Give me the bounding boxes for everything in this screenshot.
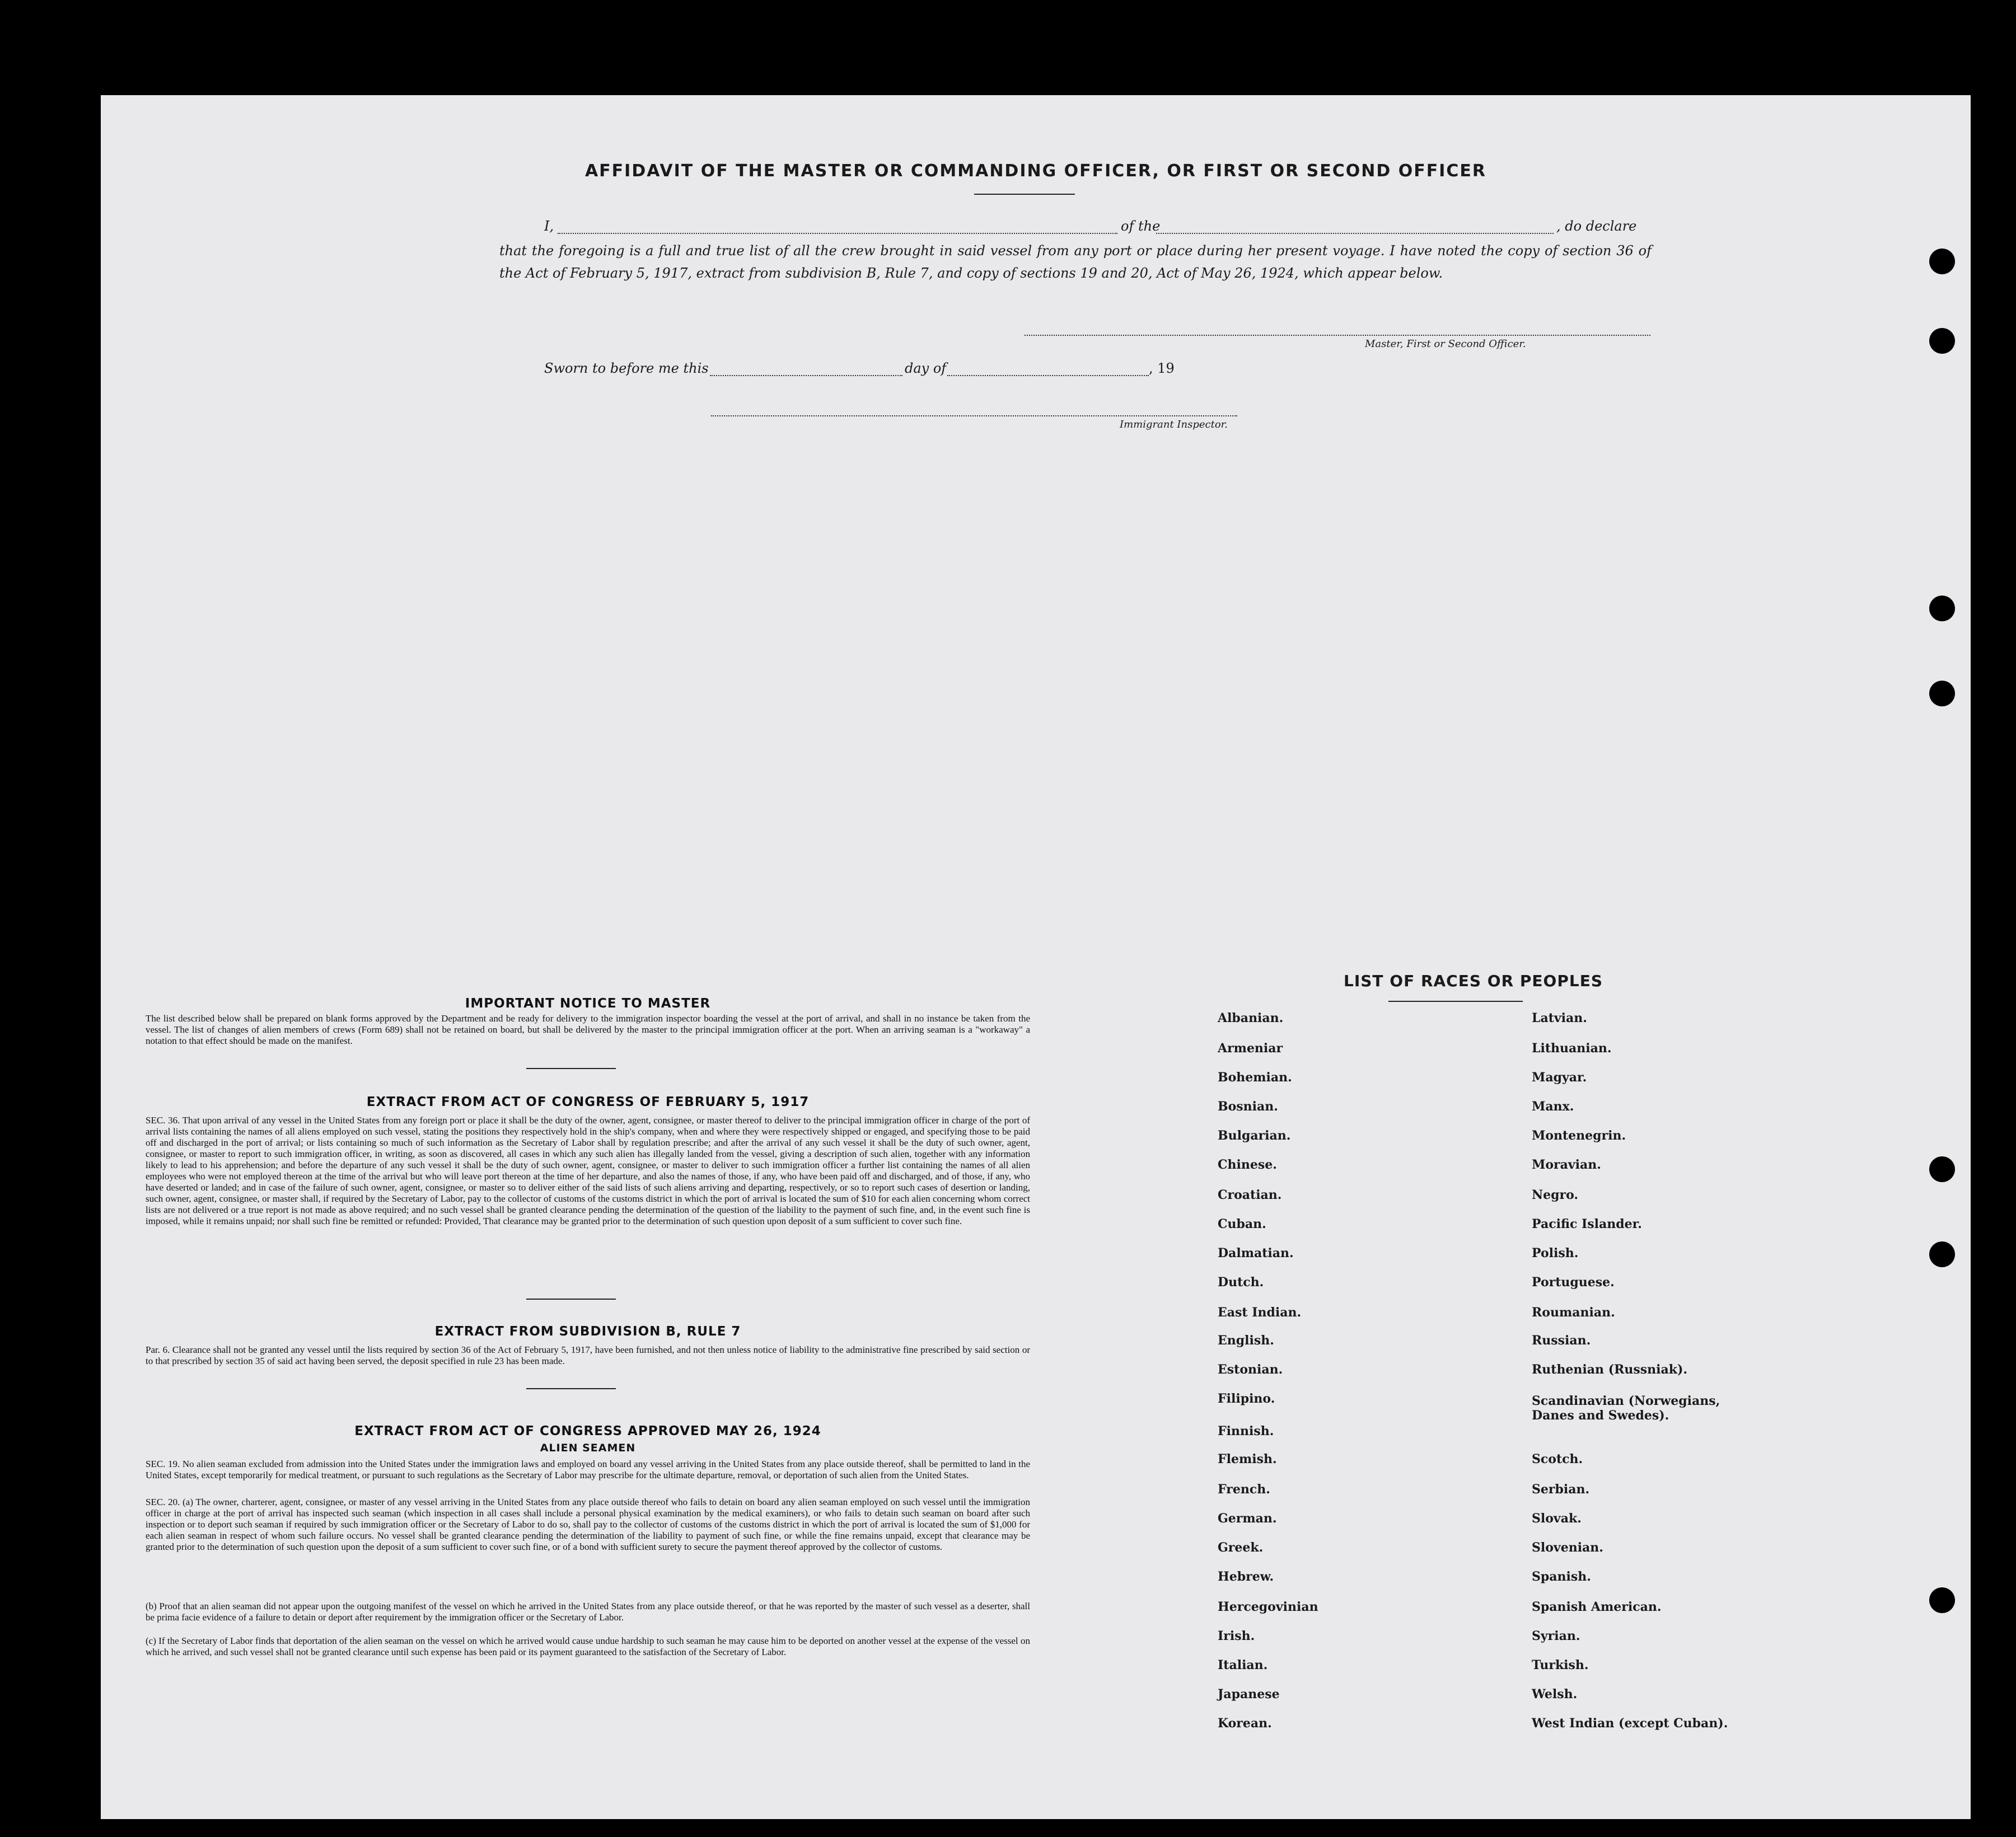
race-item: Slovak. bbox=[1532, 1511, 1582, 1526]
rule7-text: Par. 6. Clearance shall not be granted any vessel until the lists required by section 36 of the Act of February 5, 1917, have been furnished, and not then unless notice of liability to the administrative fine prescribed by said section or to that prescribed by section 35 of said act having been served, the deposit specified in rule 23 has been made. bbox=[146, 1344, 1030, 1366]
races-rule bbox=[1388, 1001, 1523, 1002]
sworn-day-blank[interactable] bbox=[710, 375, 902, 376]
race-item: Spanish. bbox=[1532, 1569, 1591, 1584]
day-of-text: day of bbox=[905, 360, 947, 376]
race-item: Bosnian. bbox=[1218, 1099, 1278, 1114]
race-item: Croatian. bbox=[1218, 1188, 1282, 1202]
race-item: Korean. bbox=[1218, 1716, 1272, 1731]
rule7-rule bbox=[526, 1388, 616, 1389]
punch-hole bbox=[1929, 249, 1955, 274]
race-item: Moravian. bbox=[1532, 1158, 1601, 1172]
document-page bbox=[101, 95, 1971, 1819]
notice-rule bbox=[526, 1068, 616, 1069]
extract-1917-text: SEC. 36. That upon arrival of any vessel in the United States from any foreign port or place it shall be the duty of the owner, agent, consignee, or master thereof to deliver to the principal immigration officer in charge of the port of arrival lists containing the names of all aliens employed on such vessel, stating the positions they respectively hold in the ship's company, when and where they were respectively shipped or engaged, and specifying those to be paid off and discharged in the port of arrival; or lists containing so much of such information as the Secretary of Labor shall by regulation prescribe; and after the arrival of any such vessel it shall be the duty of such owner, agent, consignee, or master to report to such immigration officer, in writing, as soon as discovered, all cases in which any such alien has illegally landed from the vessel, giving a description of such alien, together with any information likely to lead to his apprehension; and before the departure of any such vessel it shall be the duty of such owner, agent, consignee, or master to deliver to such immigration officer a further list containing the names of all alien employees who were not employed thereon at the time of the arrival but who will leave port thereon at the time of her departure, and also the names of those, if any, who have been paid off and discharged, and of those, if any, who have deserted or landed; and in case of the failure of such owner, agent, consignee, or master so to deliver either of the said lists of such aliens arriving and departing, respectively, or so to report such cases of desertion or landing, such owner, agent, consignee, or master shall, if required by the Secretary of Labor, pay to the collector of customs of the customs district in which the port of arrival is located the sum of $10 for each alien concerning whom correct lists are not delivered or a true report is not made as above required; and no such vessel shall be granted clearance pending the determination of the question of the liability to the payment of such fine, and, in the event such fine is imposed, while it remains unpaid; nor shall such fine be remitted or refunded: Provided, That clearance may be granted prior to the determination of such question upon deposit of a sum sufficient to cover such fine. bbox=[146, 1115, 1030, 1226]
race-item: Flemish. bbox=[1218, 1452, 1277, 1466]
race-item: Scotch. bbox=[1532, 1452, 1583, 1466]
punch-hole bbox=[1929, 1156, 1955, 1182]
race-item: Finnish. bbox=[1218, 1424, 1274, 1438]
punch-hole bbox=[1929, 596, 1955, 621]
vessel-blank[interactable] bbox=[1156, 233, 1554, 234]
notice-text: The list described below shall be prepared on blank forms approved by the Department and be ready for delivery to the immigration inspector boarding the vessel at the port of arrival, and shall in no instance be taken from the vessel. The list of changes of alien members of crews (Form 689) shall not be retained on board, but shall be delivered by the master to the principal immigration officer at the port. When an arriving seaman is a "workaway" a notation to that effect should be made on the manifest. bbox=[146, 1013, 1030, 1046]
extract-1917-title: EXTRACT FROM ACT OF CONGRESS OF FEBRUARY 5, 1917 bbox=[366, 1095, 810, 1109]
year-text: , 19 bbox=[1149, 360, 1175, 376]
affidavit-i: I, bbox=[544, 218, 554, 234]
sec20b-text: (b) Proof that an alien seaman did not appear upon the outgoing manifest of the vessel on which he arrived in the United States from any place outside thereof, or that he was reported by the master of such vessel as a deserter, shall be prima facie evidence of a failure to detain or deport after requirement by the immigration officer or the Secretary of Labor. bbox=[146, 1601, 1030, 1623]
master-label: Master, First or Second Officer. bbox=[1365, 338, 1526, 350]
race-item: Italian. bbox=[1218, 1658, 1268, 1672]
affidavit-declare: , do declare bbox=[1556, 218, 1637, 234]
race-item: Hercegovinian bbox=[1218, 1600, 1318, 1614]
race-item: Hebrew. bbox=[1218, 1569, 1274, 1584]
race-item: Dalmatian. bbox=[1218, 1246, 1294, 1260]
master-signature-blank[interactable] bbox=[1025, 335, 1650, 336]
inspector-signature-blank[interactable] bbox=[711, 415, 1237, 416]
race-item: Welsh. bbox=[1532, 1687, 1578, 1702]
affidavit-title: AFFIDAVIT OF THE MASTER OR COMMANDING OFFICER, OR FIRST OR SECOND OFFICER bbox=[584, 161, 1487, 181]
affidavit-body: that the foregoing is a full and true list of all the crew brought in said vessel from any port or place during her present voyage. I have noted the copy of section 36 of the Act of February 5, 1917, extract from subdivision B, Rule 7, and copy of sections 19 and 20, Act of May 26, 1924, which appear below. bbox=[499, 243, 1652, 281]
race-item: Armeniar bbox=[1218, 1041, 1283, 1056]
affidavit-of-the: of the bbox=[1121, 218, 1161, 234]
race-item: French. bbox=[1218, 1482, 1270, 1497]
race-item: Japanese bbox=[1218, 1687, 1280, 1702]
sworn-text: Sworn to before me this bbox=[544, 360, 709, 376]
race-item: Estonian. bbox=[1218, 1362, 1283, 1377]
notice-title: IMPORTANT NOTICE TO MASTER bbox=[465, 996, 711, 1011]
sec20a-text: SEC. 20. (a) The owner, charterer, agent, consignee, or master of any vessel arriving in the United States from any place outside thereof who fails to detain on board any alien seaman employed on such vessel until the immigration officer in charge at the port of arrival has inspected such seaman (which inspection in all cases shall include a personal physical examination by the medical examiners), or who fails to detain such seaman on board after such inspection or to deport such seaman if required by such immigration officer or the Secretary of Labor to do so, shall pay to the collector of customs of the customs district in which the port of arrival is located the sum of $1,000 for each alien seaman in respect of whom such failure occurs. No vessel shall be granted clearance pending the determination of the liability to payment of such fine, or while the fine remains unpaid, except that clearance may be granted prior to the determination of such question upon the deposit of a sum sufficient to cover such fine, or of a bond with sufficient surety to secure the payment thereof approved by the collector of customs. bbox=[146, 1497, 1030, 1552]
race-item: Syrian. bbox=[1532, 1629, 1580, 1643]
race-item: Portuguese. bbox=[1532, 1275, 1615, 1290]
race-item: Negro. bbox=[1532, 1188, 1579, 1202]
race-item: Chinese. bbox=[1218, 1158, 1277, 1172]
race-item: Serbian. bbox=[1532, 1482, 1590, 1497]
race-item: Scandinavian (Norwegians, Danes and Swedes). bbox=[1532, 1394, 1720, 1423]
race-item: Bulgarian. bbox=[1218, 1128, 1291, 1143]
punch-hole bbox=[1929, 1587, 1955, 1613]
race-item: Roumanian. bbox=[1532, 1305, 1615, 1320]
punch-hole bbox=[1929, 328, 1955, 354]
rule7-title: EXTRACT FROM SUBDIVISION B, RULE 7 bbox=[434, 1324, 741, 1339]
race-item: Magyar. bbox=[1532, 1070, 1587, 1085]
race-item: German. bbox=[1218, 1511, 1277, 1526]
race-item: Lithuanian. bbox=[1532, 1041, 1612, 1056]
punch-hole bbox=[1929, 681, 1955, 706]
race-item: Pacific Islander. bbox=[1532, 1217, 1642, 1231]
extract-1924-subtitle: ALIEN SEAMEN bbox=[540, 1442, 636, 1454]
race-item: Slovenian. bbox=[1532, 1540, 1603, 1555]
title-rule bbox=[974, 194, 1075, 195]
punch-hole bbox=[1929, 1241, 1955, 1267]
race-item: Albanian. bbox=[1218, 1011, 1284, 1025]
race-item: Russian. bbox=[1532, 1333, 1591, 1348]
race-item: Cuban. bbox=[1218, 1217, 1266, 1231]
race-item: Filipino. bbox=[1218, 1391, 1275, 1406]
name-blank[interactable] bbox=[558, 233, 1117, 234]
extract-1917-rule bbox=[526, 1299, 616, 1300]
extract-1924-title: EXTRACT FROM ACT OF CONGRESS APPROVED MAY 26, 1924 bbox=[354, 1424, 821, 1438]
races-title: LIST OF RACES OR PEOPLES bbox=[1344, 972, 1603, 990]
race-item: Turkish. bbox=[1532, 1658, 1589, 1672]
race-item: Irish. bbox=[1218, 1629, 1255, 1643]
sec20c-text: (c) If the Secretary of Labor finds that deportation of the alien seaman on the vessel on which he arrived would cause undue hardship to such seaman he may cause him to be deported on another vessel at the expense of the vessel on which he arrived, and such vessel shall not be granted clearance until such expense has been paid or its payment guaranteed to the satisfaction of the Secretary of Labor. bbox=[146, 1636, 1030, 1657]
race-item: Latvian. bbox=[1532, 1011, 1587, 1025]
race-item: Manx. bbox=[1532, 1099, 1574, 1114]
race-item: Greek. bbox=[1218, 1540, 1264, 1555]
race-item: Montenegrin. bbox=[1532, 1128, 1626, 1143]
race-item: Ruthenian (Russniak). bbox=[1532, 1362, 1688, 1377]
race-item: English. bbox=[1218, 1333, 1274, 1348]
race-item: East Indian. bbox=[1218, 1305, 1302, 1320]
sec19-text: SEC. 19. No alien seaman excluded from admission into the United States under the immigration laws and employed on board any vessel arriving in the United States from any place outside thereof, shall be permitted to land in the United States, except temporarily for medical treatment, or pursuant to such regulations as the Secretary of Labor may prescribe for the ultimate departure, removal, or deportation of such alien from the United States. bbox=[146, 1459, 1030, 1480]
race-item: Bohemian. bbox=[1218, 1070, 1292, 1085]
inspector-label: Immigrant Inspector. bbox=[1120, 419, 1228, 430]
race-item: Polish. bbox=[1532, 1246, 1579, 1260]
sworn-month-blank[interactable] bbox=[947, 375, 1149, 376]
race-item: West Indian (except Cuban). bbox=[1532, 1716, 1728, 1731]
race-item: Spanish American. bbox=[1532, 1600, 1662, 1614]
race-item: Dutch. bbox=[1218, 1275, 1264, 1290]
